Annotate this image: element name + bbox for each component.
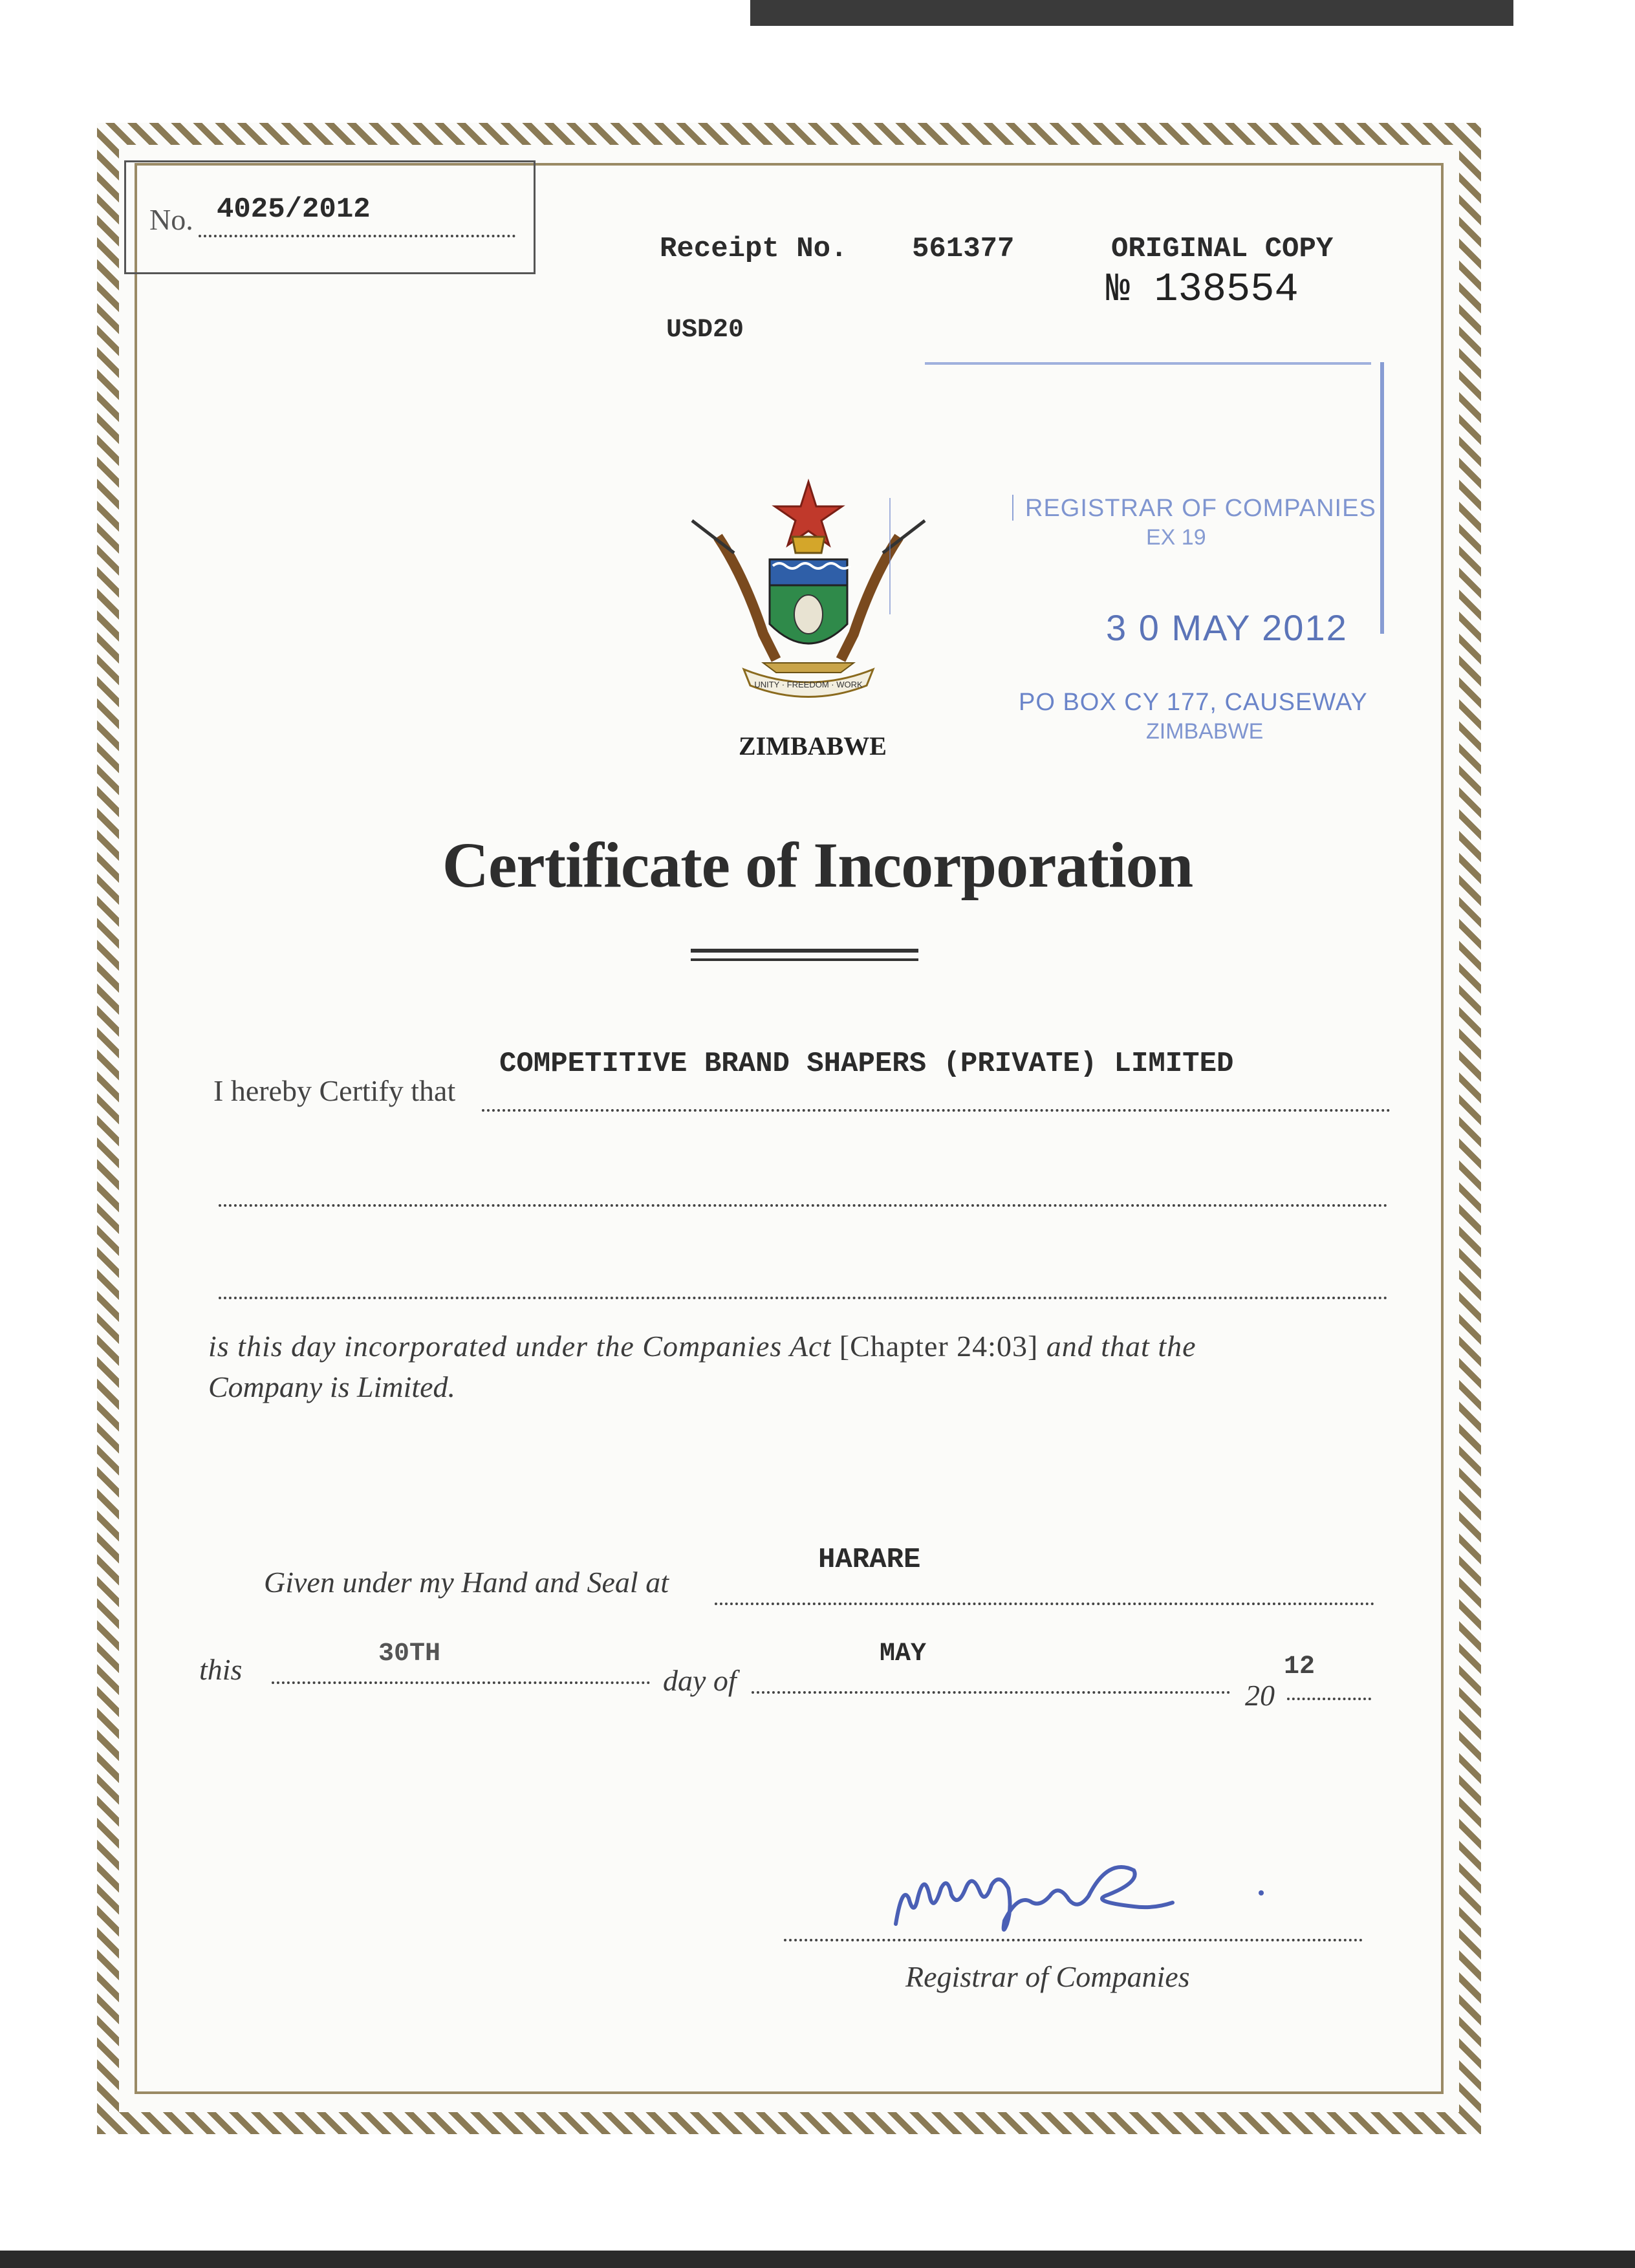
date-year-prefix: 20	[1245, 1679, 1275, 1712]
company-name: COMPETITIVE BRAND SHAPERS (PRIVATE) LIMITED	[499, 1048, 1234, 1080]
stamp-date: 3 0 MAY 2012	[1106, 607, 1348, 648]
receipt-label: Receipt No.	[660, 233, 848, 265]
registration-number-box	[124, 160, 536, 274]
blank-dotline-2	[219, 1297, 1388, 1299]
stamp-line-1: REGISTRAR OF COMPANIES	[1025, 495, 1376, 522]
statement-part-2: and that the	[1046, 1330, 1196, 1363]
receipt-amount: USD20	[666, 316, 744, 345]
given-place: HARARE	[818, 1544, 921, 1576]
emblem-country: ZIMBABWE	[739, 731, 887, 761]
stamp-line-4: PO BOX CY 177, CAUSEWAY	[1019, 689, 1368, 716]
incorporation-statement	[208, 1329, 1392, 1363]
statement-chapter: [Chapter 24:03]	[839, 1330, 1039, 1363]
stamp-frame-left	[889, 498, 891, 614]
scan-edge-top	[750, 0, 1513, 26]
receipt-number: 561377	[912, 233, 1015, 265]
title-rule-lower	[691, 958, 918, 961]
statement-part-3: Company is Limited.	[208, 1370, 456, 1403]
date-year-dotline	[1287, 1698, 1371, 1700]
copy-label: ORIGINAL COPY	[1111, 233, 1334, 265]
registration-no-dotline	[199, 235, 515, 237]
date-day-of-label: day of	[663, 1664, 737, 1697]
certificate-title: Certificate of Incorporation	[442, 829, 1193, 901]
emblem-motto: UNITY · FREEDOM · WORK	[754, 680, 863, 689]
stamp-line-5: ZIMBABWE	[1146, 719, 1264, 744]
registration-no-label: No.	[149, 203, 193, 236]
registrar-signature	[889, 1853, 1277, 1963]
registration-no-value: 4025/2012	[217, 193, 371, 226]
date-day-dotline	[272, 1681, 650, 1684]
date-month-dotline	[752, 1691, 1230, 1694]
date-day: 30TH	[378, 1639, 441, 1669]
date-month: MAY	[880, 1639, 927, 1669]
certify-lead: I hereby Certify that	[213, 1074, 456, 1107]
statement-part-1: is this day incorporated under the Companies Act	[208, 1330, 832, 1363]
date-year: 12	[1284, 1652, 1316, 1681]
signature-role: Registrar of Companies	[905, 1960, 1190, 1993]
given-lead: Given under my Hand and Seal at	[264, 1566, 669, 1599]
stamp-frame-mark	[1012, 495, 1013, 521]
given-place-dotline	[715, 1603, 1374, 1605]
stamp-frame-right	[1380, 362, 1384, 634]
signature-dotline	[784, 1939, 1363, 1941]
date-this-label: this	[199, 1653, 243, 1686]
title-rule-upper	[691, 949, 918, 953]
copy-number: № 138554	[1106, 266, 1299, 312]
scan-edge-bottom	[0, 2251, 1635, 2268]
blank-dotline-1	[219, 1204, 1388, 1207]
company-name-dotline	[482, 1109, 1391, 1112]
stamp-frame-top	[925, 362, 1371, 365]
stamp-line-2: EX 19	[1146, 525, 1206, 550]
